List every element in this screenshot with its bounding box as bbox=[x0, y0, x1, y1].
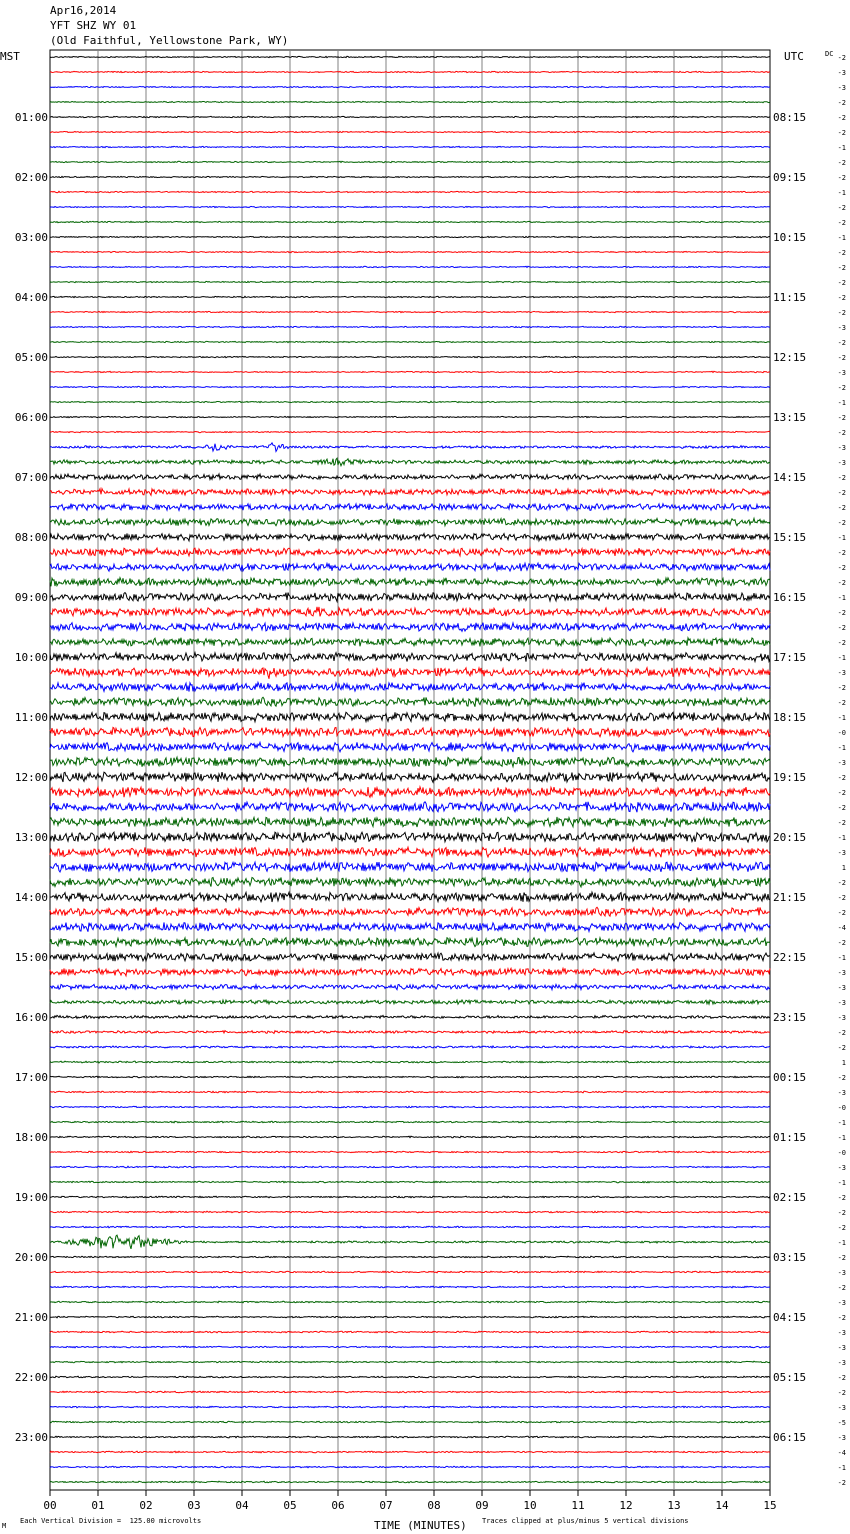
dc-offset-label: -4 bbox=[837, 1449, 846, 1457]
chart-date: Apr16,2014 bbox=[50, 4, 117, 17]
seismic-trace bbox=[50, 221, 770, 222]
dc-offset-label: -2 bbox=[837, 129, 846, 137]
dc-offset-label: -2 bbox=[837, 1374, 846, 1382]
right-hour-label: 16:15 bbox=[773, 591, 807, 604]
left-hour-label: 15:00 bbox=[14, 951, 48, 964]
left-hour-label: 12:00 bbox=[14, 771, 48, 784]
dc-offset-label: -2 bbox=[837, 1389, 846, 1397]
right-hour-label: 02:15 bbox=[773, 1191, 807, 1204]
seismic-trace bbox=[50, 474, 770, 480]
dc-offset-label: -2 bbox=[837, 549, 846, 557]
left-hour-label: 23:00 bbox=[14, 1431, 48, 1444]
right-hour-label: 09:15 bbox=[773, 171, 807, 184]
seismic-trace bbox=[50, 458, 770, 466]
seismic-trace bbox=[50, 832, 770, 842]
chart-location: (Old Faithful, Yellowstone Park, WY) bbox=[50, 34, 289, 47]
dc-offset-label: -3 bbox=[837, 1404, 846, 1412]
left-hour-label: 17:00 bbox=[14, 1071, 48, 1084]
dc-offset-label: -2 bbox=[837, 1029, 846, 1037]
seismic-trace bbox=[50, 489, 770, 496]
dc-offset-label: -3 bbox=[837, 1344, 846, 1352]
seismic-trace bbox=[50, 1376, 770, 1378]
x-tick-label: 00 bbox=[43, 1499, 57, 1512]
dc-offset-label: -1 bbox=[837, 834, 846, 842]
right-hour-label: 17:15 bbox=[773, 651, 807, 664]
dc-offset-label: -2 bbox=[837, 249, 846, 257]
x-axis-label: TIME (MINUTES) bbox=[374, 1519, 467, 1532]
seismic-trace bbox=[50, 191, 770, 192]
seismic-trace bbox=[50, 578, 770, 587]
dc-offset-label: -2 bbox=[837, 1194, 846, 1202]
dc-offset-label: -2 bbox=[837, 99, 846, 107]
x-tick-label: 02 bbox=[139, 1499, 153, 1512]
dc-offset-label: 1 bbox=[841, 1059, 846, 1067]
dc-offset-label: -2 bbox=[837, 774, 846, 782]
left-hour-label: 16:00 bbox=[14, 1011, 48, 1024]
right-hour-label: 14:15 bbox=[773, 471, 807, 484]
dc-offset-label: -2 bbox=[837, 1224, 846, 1232]
x-tick-label: 03 bbox=[187, 1499, 201, 1512]
dc-offset-label: -3 bbox=[837, 69, 846, 77]
dc-offset-label: -3 bbox=[837, 1014, 846, 1022]
seismic-trace bbox=[50, 161, 770, 162]
left-hour-label: 11:00 bbox=[14, 711, 48, 724]
dc-offset-label: -2 bbox=[837, 1284, 846, 1292]
dc-offset-label: -2 bbox=[837, 609, 846, 617]
dc-offset-label: -3 bbox=[837, 1089, 846, 1097]
seismic-trace bbox=[50, 1301, 770, 1303]
left-hour-label: 13:00 bbox=[14, 831, 48, 844]
dc-offset-label: -1 bbox=[837, 1239, 846, 1247]
seismic-trace bbox=[50, 266, 770, 267]
dc-offset-label: -2 bbox=[837, 639, 846, 647]
seismic-trace bbox=[50, 984, 770, 989]
dc-offset-label: -2 bbox=[837, 309, 846, 317]
right-hour-label: 08:15 bbox=[773, 111, 807, 124]
left-hour-label: 22:00 bbox=[14, 1371, 48, 1384]
x-tick-label: 05 bbox=[283, 1499, 297, 1512]
seismic-trace bbox=[50, 607, 770, 616]
right-hour-label: 19:15 bbox=[773, 771, 807, 784]
right-hour-label: 10:15 bbox=[773, 231, 807, 244]
seismic-trace bbox=[50, 236, 770, 237]
dc-offset-label: -2 bbox=[837, 684, 846, 692]
right-hour-label: 13:15 bbox=[773, 411, 807, 424]
dc-offset-label: -1 bbox=[837, 714, 846, 722]
seismic-trace bbox=[50, 968, 770, 976]
left-hour-label: 04:00 bbox=[14, 291, 48, 304]
dc-offset-label: -3 bbox=[837, 1434, 846, 1442]
x-tick-label: 13 bbox=[667, 1499, 681, 1512]
seismic-trace bbox=[50, 757, 770, 767]
dc-offset-label: -5 bbox=[837, 1419, 846, 1427]
right-hour-label: 05:15 bbox=[773, 1371, 807, 1384]
dc-offset-label: -3 bbox=[837, 84, 846, 92]
seismic-trace bbox=[50, 296, 770, 297]
corner-mark: M bbox=[2, 1522, 7, 1530]
dc-offset-label: -2 bbox=[837, 504, 846, 512]
dc-offset-label: -1 bbox=[837, 744, 846, 752]
seismic-trace bbox=[50, 1316, 770, 1318]
right-hour-label: 04:15 bbox=[773, 1311, 807, 1324]
seismic-trace bbox=[50, 1391, 770, 1393]
dc-offset-label: -3 bbox=[837, 759, 846, 767]
seismic-trace bbox=[50, 1406, 770, 1408]
left-hour-label: 01:00 bbox=[14, 111, 48, 124]
seismic-trace bbox=[50, 326, 770, 327]
right-hour-label: 01:15 bbox=[773, 1131, 807, 1144]
clip-note: Traces clipped at plus/minus 5 vertical divisions bbox=[482, 1517, 689, 1525]
seismic-trace bbox=[50, 653, 770, 662]
seismic-trace bbox=[50, 907, 770, 916]
left-hour-label: 02:00 bbox=[14, 171, 48, 184]
left-hour-label: 03:00 bbox=[14, 231, 48, 244]
dc-offset-label: -3 bbox=[837, 669, 846, 677]
seismic-trace bbox=[50, 1481, 770, 1483]
seismic-trace bbox=[50, 668, 770, 679]
seismic-trace bbox=[50, 847, 770, 857]
dc-offset-label: -1 bbox=[837, 1134, 846, 1142]
seismic-trace bbox=[50, 892, 770, 902]
left-hour-label: 19:00 bbox=[14, 1191, 48, 1204]
dc-offset-label: -2 bbox=[837, 1074, 846, 1082]
seismic-trace bbox=[50, 341, 770, 342]
x-tick-label: 10 bbox=[523, 1499, 537, 1512]
right-hour-label: 23:15 bbox=[773, 1011, 807, 1024]
dc-offset-label: -2 bbox=[837, 204, 846, 212]
seismic-trace bbox=[50, 443, 770, 452]
seismic-trace bbox=[50, 386, 770, 387]
chart-station: YFT SHZ WY 01 bbox=[50, 19, 137, 32]
left-hour-label: 08:00 bbox=[14, 531, 48, 544]
seismic-trace bbox=[50, 593, 770, 602]
seismic-trace bbox=[50, 938, 770, 947]
left-timezone-label: MST bbox=[0, 50, 20, 63]
seismic-trace bbox=[50, 131, 770, 132]
left-hour-label: 07:00 bbox=[14, 471, 48, 484]
plot-frame bbox=[50, 50, 770, 1490]
dc-offset-label: -1 bbox=[837, 1464, 846, 1472]
left-hour-label: 20:00 bbox=[14, 1251, 48, 1264]
seismic-trace bbox=[50, 1106, 770, 1108]
dc-offset-label: -2 bbox=[837, 339, 846, 347]
scale-note: Each Vertical Division = 125.00 microvolts bbox=[20, 1517, 202, 1525]
dc-offset-label: -2 bbox=[837, 909, 846, 917]
seismic-trace bbox=[50, 56, 770, 57]
seismic-trace bbox=[50, 416, 770, 417]
seismic-trace bbox=[50, 518, 770, 525]
seismic-trace bbox=[50, 1466, 770, 1468]
seismic-trace bbox=[50, 1181, 770, 1183]
seismic-trace bbox=[50, 86, 770, 87]
dc-offset-label: -3 bbox=[837, 1329, 846, 1337]
dc-offset-label: -1 bbox=[837, 654, 846, 662]
dc-offset-label: -2 bbox=[837, 159, 846, 167]
seismic-trace bbox=[50, 697, 770, 706]
dc-offset-label: -2 bbox=[837, 384, 846, 392]
dc-offset-label: -2 bbox=[837, 1314, 846, 1322]
seismic-trace bbox=[50, 431, 770, 432]
seismic-trace bbox=[50, 1151, 770, 1153]
dc-offset-label: -2 bbox=[837, 414, 846, 422]
seismic-trace bbox=[50, 356, 770, 357]
seismic-trace bbox=[50, 712, 770, 721]
right-hour-label: 11:15 bbox=[773, 291, 807, 304]
dc-offset-label: -3 bbox=[837, 984, 846, 992]
dc-offset-label: -3 bbox=[837, 1269, 846, 1277]
dc-offset-label: -1 bbox=[837, 954, 846, 962]
dc-offset-label: -2 bbox=[837, 1044, 846, 1052]
x-tick-label: 09 bbox=[475, 1499, 489, 1512]
dc-offset-label: -3 bbox=[837, 444, 846, 452]
seismic-trace bbox=[50, 1436, 770, 1438]
seismic-trace bbox=[50, 1196, 770, 1198]
dc-offset-label: -3 bbox=[837, 1164, 846, 1172]
seismic-trace bbox=[50, 923, 770, 932]
dc-offset-label: -2 bbox=[837, 1254, 846, 1262]
seismic-trace bbox=[50, 1000, 770, 1004]
dc-offset-label: -1 bbox=[837, 399, 846, 407]
seismic-trace bbox=[50, 1361, 770, 1363]
seismic-trace bbox=[50, 623, 770, 632]
left-hour-label: 21:00 bbox=[14, 1311, 48, 1324]
dc-offset-label: -1 bbox=[837, 594, 846, 602]
left-hour-label: 18:00 bbox=[14, 1131, 48, 1144]
seismic-trace bbox=[50, 101, 770, 102]
seismic-trace bbox=[50, 1421, 770, 1423]
x-tick-label: 12 bbox=[619, 1499, 633, 1512]
right-hour-label: 18:15 bbox=[773, 711, 807, 724]
seismic-trace bbox=[50, 1166, 770, 1168]
right-hour-label: 12:15 bbox=[773, 351, 807, 364]
seismic-trace bbox=[50, 1031, 770, 1034]
seismic-trace bbox=[50, 548, 770, 556]
right-timezone-label: UTC bbox=[784, 50, 804, 63]
seismic-trace bbox=[50, 176, 770, 177]
seismic-trace bbox=[50, 742, 770, 752]
x-tick-label: 14 bbox=[715, 1499, 729, 1512]
dc-offset-label: -2 bbox=[837, 114, 846, 122]
x-tick-label: 08 bbox=[427, 1499, 441, 1512]
left-hour-label: 05:00 bbox=[14, 351, 48, 364]
seismic-trace bbox=[50, 401, 770, 402]
dc-offset-label: -3 bbox=[837, 1359, 846, 1367]
seismic-trace bbox=[50, 116, 770, 117]
dc-offset-label: -3 bbox=[837, 459, 846, 467]
seismic-trace bbox=[50, 1046, 770, 1048]
dc-offset-label: -4 bbox=[837, 924, 846, 932]
dc-offset-label: -0 bbox=[837, 729, 846, 737]
dc-offset-label: -3 bbox=[837, 999, 846, 1007]
seismic-trace bbox=[50, 1076, 770, 1078]
seismic-trace bbox=[50, 563, 770, 571]
dc-offset-label: -2 bbox=[837, 819, 846, 827]
dc-offset-label: -2 bbox=[837, 54, 846, 62]
dc-offset-label: -2 bbox=[837, 624, 846, 632]
left-hour-label: 06:00 bbox=[14, 411, 48, 424]
dc-offset-label: -3 bbox=[837, 969, 846, 977]
seismic-trace bbox=[50, 206, 770, 207]
dc-offset-label: -2 bbox=[837, 354, 846, 362]
dc-offset-label: -2 bbox=[837, 564, 846, 572]
dc-offset-label: -3 bbox=[837, 369, 846, 377]
seismic-trace bbox=[50, 1451, 770, 1453]
dc-offset-label: -2 bbox=[837, 264, 846, 272]
dc-offset-label: -1 bbox=[837, 1179, 846, 1187]
right-hour-label: 00:15 bbox=[773, 1071, 807, 1084]
seismic-trace bbox=[50, 727, 770, 737]
left-hour-label: 09:00 bbox=[14, 591, 48, 604]
dc-offset-label: -2 bbox=[837, 939, 846, 947]
dc-offset-label: -3 bbox=[837, 849, 846, 857]
dc-offset-label: -2 bbox=[837, 894, 846, 902]
dc-offset-label: -2 bbox=[837, 294, 846, 302]
left-hour-label: 10:00 bbox=[14, 651, 48, 664]
seismic-trace bbox=[50, 682, 770, 691]
seismic-trace bbox=[50, 877, 770, 887]
seismic-trace bbox=[50, 1331, 770, 1333]
dc-offset-label: -2 bbox=[837, 474, 846, 482]
dc-offset-label: -2 bbox=[837, 429, 846, 437]
seismic-trace bbox=[50, 862, 770, 872]
right-hour-label: 21:15 bbox=[773, 891, 807, 904]
seismic-trace bbox=[50, 1286, 770, 1288]
dc-offset-label: -2 bbox=[837, 579, 846, 587]
dc-offset-label: -1 bbox=[837, 1119, 846, 1127]
right-hour-label: 06:15 bbox=[773, 1431, 807, 1444]
seismic-trace bbox=[50, 787, 770, 798]
x-tick-label: 04 bbox=[235, 1499, 249, 1512]
dc-offset-label: -2 bbox=[837, 519, 846, 527]
dc-offset-label: 1 bbox=[841, 864, 846, 872]
seismic-trace bbox=[50, 533, 770, 541]
dc-offset-label: -1 bbox=[837, 189, 846, 197]
x-tick-label: 15 bbox=[763, 1499, 777, 1512]
dc-offset-label: -2 bbox=[837, 789, 846, 797]
dc-offset-label: -1 bbox=[837, 534, 846, 542]
seismic-trace bbox=[50, 1015, 770, 1018]
seismic-trace bbox=[50, 281, 770, 282]
seismic-trace bbox=[50, 71, 770, 72]
seismic-trace bbox=[50, 772, 770, 782]
seismic-trace bbox=[50, 817, 770, 827]
dc-offset-label: -3 bbox=[837, 324, 846, 332]
dc-offset-label: -1 bbox=[837, 144, 846, 152]
right-hour-label: 22:15 bbox=[773, 951, 807, 964]
dc-offset-label: -2 bbox=[837, 699, 846, 707]
seismic-trace bbox=[50, 1121, 770, 1123]
dc-offset-label: -2 bbox=[837, 174, 846, 182]
seismic-trace bbox=[50, 1061, 770, 1063]
dc-offset-label: -2 bbox=[837, 279, 846, 287]
seismic-trace bbox=[50, 1211, 770, 1213]
seismic-trace bbox=[50, 1271, 770, 1273]
dc-offset-label: -2 bbox=[837, 1479, 846, 1487]
seismic-trace bbox=[50, 1226, 770, 1228]
seismic-trace bbox=[50, 638, 770, 647]
left-hour-label: 14:00 bbox=[14, 891, 48, 904]
dc-offset-label: -2 bbox=[837, 219, 846, 227]
x-tick-label: 07 bbox=[379, 1499, 393, 1512]
dc-offset-label: -3 bbox=[837, 1299, 846, 1307]
seismic-trace bbox=[50, 1235, 770, 1249]
right-hour-label: 20:15 bbox=[773, 831, 807, 844]
seismic-trace bbox=[50, 953, 770, 961]
seismic-trace bbox=[50, 1256, 770, 1258]
seismic-trace bbox=[50, 504, 770, 511]
dc-label: DC bbox=[825, 50, 834, 58]
dc-offset-label: -2 bbox=[837, 879, 846, 887]
seismic-trace bbox=[50, 251, 770, 252]
dc-offset-label: -0 bbox=[837, 1104, 846, 1112]
seismic-trace bbox=[50, 1346, 770, 1348]
dc-offset-label: -0 bbox=[837, 1149, 846, 1157]
x-tick-label: 11 bbox=[571, 1499, 585, 1512]
x-tick-label: 06 bbox=[331, 1499, 345, 1512]
right-hour-label: 03:15 bbox=[773, 1251, 807, 1264]
dc-offset-label: -2 bbox=[837, 804, 846, 812]
x-tick-label: 01 bbox=[91, 1499, 105, 1512]
dc-offset-label: -2 bbox=[837, 489, 846, 497]
seismic-trace bbox=[50, 1091, 770, 1093]
seismic-trace bbox=[50, 311, 770, 312]
dc-offset-label: -1 bbox=[837, 234, 846, 242]
seismic-trace bbox=[50, 802, 770, 812]
right-hour-label: 15:15 bbox=[773, 531, 807, 544]
seismic-trace bbox=[50, 146, 770, 147]
dc-offset-label: -2 bbox=[837, 1209, 846, 1217]
seismic-trace bbox=[50, 1136, 770, 1138]
seismic-trace bbox=[50, 371, 770, 372]
